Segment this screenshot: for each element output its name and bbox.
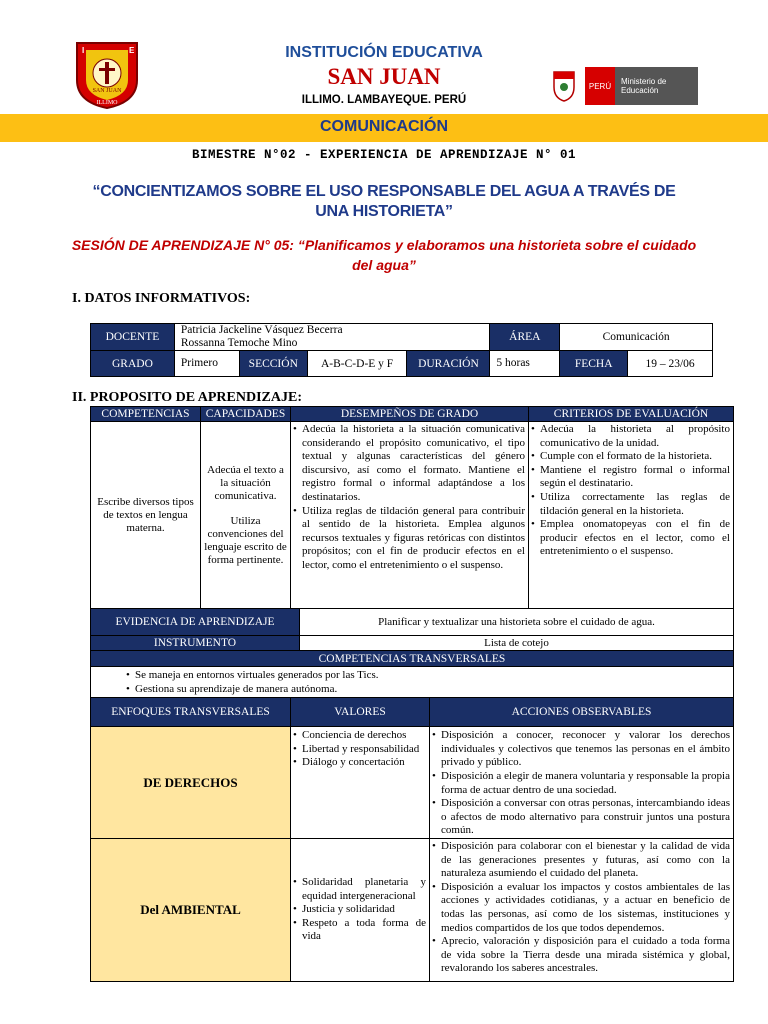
svg-text:SAN JUAN: SAN JUAN xyxy=(92,88,122,94)
list-item: • Se maneja en entornos virtuales generados por las Tics. xyxy=(135,669,730,683)
duracion-label: DURACIÓN xyxy=(407,351,490,377)
desempenos-cell xyxy=(291,422,529,609)
instrumento-label: INSTRUMENTO xyxy=(91,636,300,651)
enfoque-derechos: DE DERECHOS xyxy=(91,727,291,839)
school-name: SAN JUAN xyxy=(327,64,441,89)
instrumento-value: Lista de cotejo xyxy=(300,636,734,651)
list-item: • Disposición a conocer, reconocer y valorar los derechos individuales y colectivos que tenemos las personas en el ámbito privado y público. xyxy=(441,729,730,770)
ministry-logo xyxy=(543,67,698,105)
list-item: • Respeto a toda forma de vida xyxy=(302,917,426,944)
peru-label: PERÚ xyxy=(585,67,615,105)
header-competencias: COMPETENCIAS xyxy=(91,407,201,422)
transversales-list xyxy=(91,667,734,698)
header-valores: VALORES xyxy=(291,698,430,727)
header-acciones: ACCIONES OBSERVABLES xyxy=(430,698,734,727)
seccion-label: SECCIÓN xyxy=(239,351,307,377)
fecha-label: FECHA xyxy=(560,351,628,377)
table-row xyxy=(91,838,734,981)
enfoques-header-row xyxy=(91,698,734,727)
area-label: ÁREA xyxy=(490,324,560,351)
list-item: • Disposición para colaborar con el bienestar y la calidad de vida de las generaciones presentes y futuras, así como con la naturaleza asumiendo el cuidado del planeta. xyxy=(441,840,730,881)
list-item: • Utiliza reglas de tildación general para contribuir al sentido de la historieta. Emplea algunos recursos textuales y figuras retóricas con distintos propósitos; con el fin de producir efectos en el lector, como el entretenimiento o el suspenso. xyxy=(302,505,525,573)
svg-text:I: I xyxy=(82,46,85,55)
valores-ambiental xyxy=(291,838,430,981)
fecha-value: 19 – 23/06 xyxy=(628,351,713,377)
area-title: COMUNICACIÓN xyxy=(320,118,448,135)
acciones-derechos xyxy=(430,727,734,839)
seccion-value: A-B-C-D-E y F xyxy=(307,351,407,377)
table-row xyxy=(91,351,713,377)
purpose-table xyxy=(90,406,734,982)
table-row xyxy=(91,324,713,351)
list-item: • Justicia y solidaridad xyxy=(302,903,426,917)
ministry-name: Ministerio de Educación xyxy=(621,77,667,95)
grado-label: GRADO xyxy=(91,351,175,377)
list-item: • Emplea onomatopeyas con el fin de producir efectos en el lector, como el entretenimiento o el suspenso. xyxy=(540,518,730,559)
list-item: • Libertad y responsabilidad xyxy=(302,743,426,757)
list-item: • Cumple con el formato de la historieta. xyxy=(540,450,730,464)
peru-shield-icon xyxy=(543,67,585,105)
header-capacidades: CAPACIDADES xyxy=(201,407,291,422)
section-datos-informativos: I. DATOS INFORMATIVOS: xyxy=(72,291,251,306)
capacidad-cell xyxy=(201,422,291,609)
grado-value: Primero xyxy=(174,351,239,377)
table-row xyxy=(91,727,734,839)
header-desempenos: DESEMPEÑOS DE GRADO xyxy=(291,407,529,422)
bimestre-line: BIMESTRE N°02 - EXPERIENCIA DE APRENDIZAJE N° 01 xyxy=(191,148,577,162)
capacidad-1: Adecúa el texto a la situación comunicativa. xyxy=(207,463,284,502)
section-proposito: II. PROPOSITO DE APRENDIZAJE: xyxy=(72,390,303,405)
criterios-cell xyxy=(529,422,734,609)
table-row xyxy=(91,609,734,636)
info-table xyxy=(90,323,713,377)
evidencia-value: Planificar y textualizar una historieta sobre el cuidado de agua. xyxy=(300,609,734,636)
list-item: • Disposición a elegir de manera voluntaria y responsable la propia forma de actuar dentro de una sociedad. xyxy=(441,770,730,797)
table-row xyxy=(91,422,734,609)
docente-value xyxy=(174,324,489,351)
list-item: • Diálogo y concertación xyxy=(302,756,426,770)
enfoque-ambiental: Del AMBIENTAL xyxy=(91,838,291,981)
list-item: • Conciencia de derechos xyxy=(302,729,426,743)
list-item: • Solidaridad planetaria y equidad intergeneracional xyxy=(302,876,426,903)
competencia-cell: Escribe diversos tipos de textos en lengua materna. xyxy=(91,422,201,609)
list-item: • Utiliza correctamente las reglas de tildación general en la historieta. xyxy=(540,491,730,518)
svg-text:E: E xyxy=(129,46,135,55)
table-row xyxy=(91,667,734,698)
valores-derechos xyxy=(291,727,430,839)
institution-label: INSTITUCIÓN EDUCATIVA xyxy=(285,44,483,61)
docente-name-2: Rossanna Temoche Mino xyxy=(180,337,298,349)
school-location: ILLIMO. LAMBAYEQUE. PERÚ xyxy=(301,94,467,106)
table-header-row xyxy=(91,407,734,422)
header-enfoques: ENFOQUES TRANSVERSALES xyxy=(91,698,291,727)
session-title: SESIÓN DE APRENDIZAJE N° 05: “Planificamos y elaboramos una historieta sobre el cuidado del agua” xyxy=(71,237,697,273)
list-item: • Adecúa la historieta al propósito comunicativo de la unidad. xyxy=(540,423,730,450)
list-item: • Disposición a conversar con otras personas, intercambiando ideas o afectos de modo alternativo para construir juntos una postura común. xyxy=(441,797,730,838)
transversales-label: COMPETENCIAS TRANSVERSALES xyxy=(91,651,734,667)
experience-title: “CONCIENTIZAMOS SOBRE EL USO RESPONSABLE DEL AGUA A TRAVÉS DE UNA HISTORIETA” xyxy=(92,183,676,220)
list-item: • Aprecio, valoración y disposición para el cuidado a toda forma de vida sobre la Tierra desde una mirada sistémica y global, revalorando los saberes ancestrales. xyxy=(441,935,730,976)
list-item: • Gestiona su aprendizaje de manera autónoma. xyxy=(135,683,730,697)
table-row xyxy=(91,651,734,667)
acciones-ambiental xyxy=(430,838,734,981)
capacidad-2: Utiliza convenciones del lenguaje escrito de forma pertinente. xyxy=(204,514,287,566)
list-item: • Adecúa la historieta a la situación comunicativa considerando el propósito comunicativo, el tipo textual y algunas características del género discursivo, así como el formato. Mantiene el registro formal o informal adaptándose a los destinatarios. xyxy=(302,423,525,505)
header-criterios: CRITERIOS DE EVALUACIÓN xyxy=(529,407,734,422)
docente-label: DOCENTE xyxy=(91,324,175,351)
table-row xyxy=(91,636,734,651)
list-item: • Disposición a evaluar los impactos y costos ambientales de las acciones y actividades cotidianas, y a actuar en beneficio de todas las personas, así como de los sistemas, instituciones y medios compartidos de los que todos dependemos. xyxy=(441,881,730,935)
evidencia-label: EVIDENCIA DE APRENDIZAJE xyxy=(91,609,300,636)
docente-name-1: Patricia Jackeline Vásquez Becerra xyxy=(180,324,343,336)
svg-text:ILLIMO: ILLIMO xyxy=(96,100,118,106)
area-value: Comunicación xyxy=(560,324,713,351)
list-item: • Mantiene el registro formal o informal según el destinatario. xyxy=(540,464,730,491)
duracion-value: 5 horas xyxy=(490,351,560,377)
